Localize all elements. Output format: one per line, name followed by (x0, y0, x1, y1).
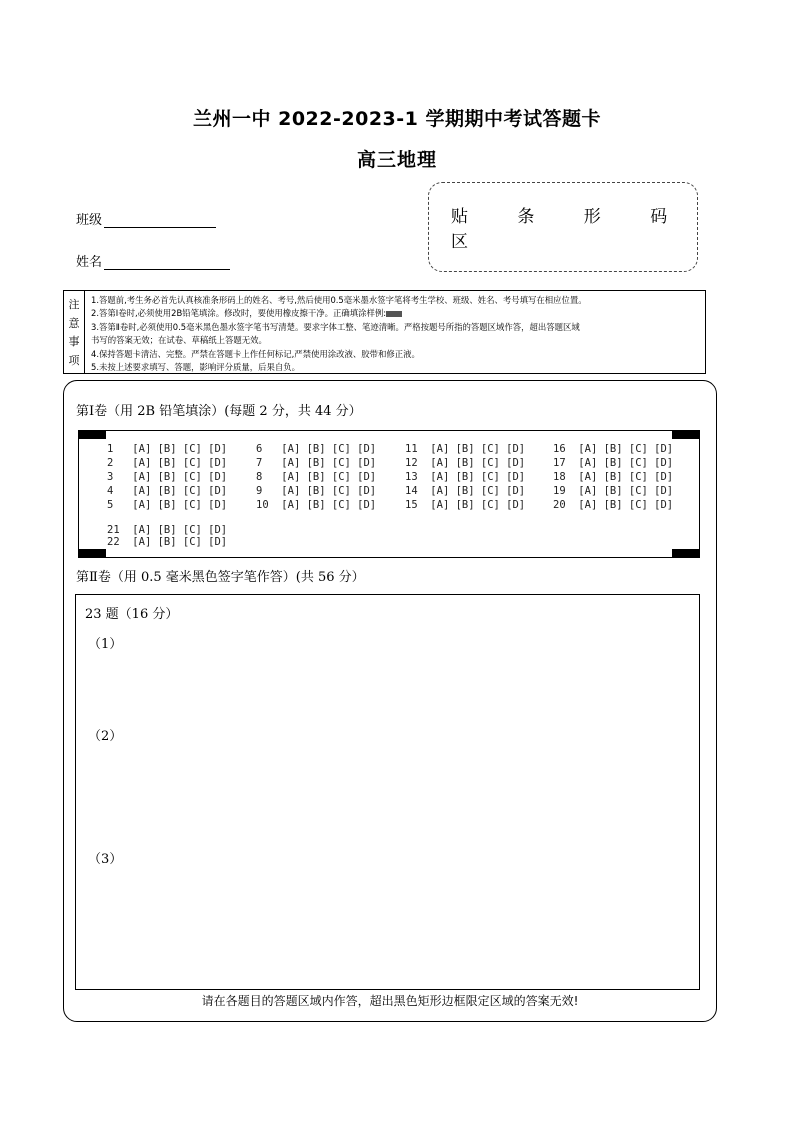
mc-question-number: 4 (107, 485, 133, 497)
name-field[interactable] (76, 251, 230, 270)
mc-options[interactable]: [A] [B] [C] [D] (132, 471, 228, 483)
mc-options[interactable]: [A] [B] [C] [D] (281, 457, 377, 469)
mc-question-number: 20 (553, 499, 579, 511)
mc-question-21[interactable] (107, 524, 227, 536)
mc-question-number: 16 (553, 443, 579, 455)
mc-question-11[interactable] (405, 443, 525, 455)
mc-options[interactable]: [A] [B] [C] [D] (281, 499, 377, 511)
mc-question-1[interactable] (107, 443, 227, 455)
mc-question-number: 19 (553, 485, 579, 497)
name-input-line[interactable] (104, 255, 230, 270)
mc-question-8[interactable] (256, 471, 376, 483)
question-23-part-3: （3） (88, 852, 123, 867)
mc-options[interactable]: [A] [B] [C] [D] (132, 457, 228, 469)
section2-label: 第Ⅱ卷（用 0.5 毫米黑色签字笔作答）(共 56 分） (76, 570, 365, 585)
notice-lines (85, 291, 705, 373)
mc-options[interactable]: [A] [B] [C] [D] (132, 485, 228, 497)
multiple-choice-grid (78, 430, 700, 558)
notice-line: 1.答题前,考生务必首先认真核准条形码上的姓名、考号,然后使用0.5毫米墨水签字笔将考生学校、班级、姓名、考号填写在相应位置。 (91, 295, 587, 305)
mc-question-15[interactable] (405, 499, 525, 511)
mc-question-number: 3 (107, 471, 133, 483)
mc-options[interactable]: [A] [B] [C] [D] (430, 485, 526, 497)
mc-question-7[interactable] (256, 457, 376, 469)
mc-question-17[interactable] (553, 457, 673, 469)
mc-options[interactable]: [A] [B] [C] [D] (132, 524, 228, 536)
notice-line: 3.答第Ⅱ卷时,必须使用0.5毫米黑色墨水签字笔书写清楚。要求字体工整、笔迹清晰。严格按题号所指的答题区域作答，超出答题区域 (91, 321, 580, 332)
notice-line: 书写的答案无效；在试卷、草稿纸上答题无效。 (91, 335, 267, 346)
mc-question-number: 21 (107, 524, 133, 536)
page-title: 兰州一中 2022-2023-1 学期期中考试答题卡 (193, 108, 601, 130)
mc-options[interactable]: [A] [B] [C] [D] (132, 499, 228, 511)
mc-question-number: 1 (107, 443, 133, 455)
class-field[interactable] (76, 209, 216, 228)
corner-mark (78, 430, 106, 439)
corner-mark (672, 549, 700, 558)
notice-heading: 注 意 事 项 (64, 291, 85, 373)
notice-line: 5.未按上述要求填写、答题，影响评分质量，后果自负。 (91, 362, 300, 373)
mc-options[interactable]: [A] [B] [C] [D] (430, 443, 526, 455)
mc-question-5[interactable] (107, 499, 227, 511)
mc-question-number: 2 (107, 457, 133, 469)
mc-question-number: 18 (553, 471, 579, 483)
mc-options[interactable]: [A] [B] [C] [D] (430, 471, 526, 483)
class-input-line[interactable] (104, 213, 216, 228)
mc-question-number: 13 (405, 471, 431, 483)
mc-options[interactable]: [A] [B] [C] [D] (578, 443, 674, 455)
mc-question-14[interactable] (405, 485, 525, 497)
mc-question-3[interactable] (107, 471, 227, 483)
mc-options[interactable]: [A] [B] [C] [D] (578, 471, 674, 483)
mc-question-16[interactable] (553, 443, 673, 455)
mc-question-19[interactable] (553, 485, 673, 497)
name-label: 姓名 (76, 255, 103, 270)
notice-line: 4.保持答题卡清洁、完整。严禁在答题卡上作任何标记,严禁使用涂改液、胶带和修正液。 (91, 348, 420, 359)
mc-options[interactable]: [A] [B] [C] [D] (578, 499, 674, 511)
question-23-box[interactable] (75, 594, 700, 990)
barcode-area: 贴 条 形 码 区 (428, 182, 698, 272)
mc-question-20[interactable] (553, 499, 673, 511)
mc-question-number: 22 (107, 536, 133, 548)
corner-mark (672, 430, 700, 439)
mc-question-number: 11 (405, 443, 431, 455)
mc-question-number: 7 (256, 457, 282, 469)
notice-line: 2.答第Ⅰ卷时,必须使用2B铅笔填涂。修改时，要使用橡皮擦干净。正确填涂样例: (91, 307, 699, 320)
mc-question-number: 14 (405, 485, 431, 497)
mc-question-number: 12 (405, 457, 431, 469)
mc-question-18[interactable] (553, 471, 673, 483)
page-subtitle: 高三地理 (356, 149, 437, 171)
question-23-title: 23 题（16 分） (85, 607, 179, 622)
mc-question-number: 8 (256, 471, 282, 483)
mc-question-number: 15 (405, 499, 431, 511)
fill-sample-icon (386, 311, 402, 317)
mc-question-10[interactable] (256, 499, 376, 511)
mc-options[interactable]: [A] [B] [C] [D] (132, 443, 228, 455)
mc-question-12[interactable] (405, 457, 525, 469)
mc-options[interactable]: [A] [B] [C] [D] (281, 443, 377, 455)
mc-question-number: 17 (553, 457, 579, 469)
question-23-part-1: （1） (88, 637, 123, 652)
mc-question-6[interactable] (256, 443, 376, 455)
class-label: 班级 (76, 213, 103, 228)
corner-mark (78, 549, 106, 558)
mc-question-4[interactable] (107, 485, 227, 497)
mc-question-9[interactable] (256, 485, 376, 497)
mc-question-number: 10 (256, 499, 282, 511)
mc-question-number: 9 (256, 485, 282, 497)
mc-options[interactable]: [A] [B] [C] [D] (281, 471, 377, 483)
mc-options[interactable]: [A] [B] [C] [D] (578, 485, 674, 497)
mc-question-13[interactable] (405, 471, 525, 483)
mc-question-2[interactable] (107, 457, 227, 469)
mc-options[interactable]: [A] [B] [C] [D] (132, 536, 228, 548)
mc-question-number: 5 (107, 499, 133, 511)
notice-box (63, 290, 706, 374)
mc-question-number: 6 (256, 443, 282, 455)
section1-label: 第Ⅰ卷（用 2B 铅笔填涂）(每题 2 分，共 44 分） (76, 404, 362, 419)
mc-options[interactable]: [A] [B] [C] [D] (578, 457, 674, 469)
mc-question-22[interactable] (107, 536, 227, 548)
footer-warning: 请在各题目的答题区域内作答，超出黑色矩形边框限定区域的答案无效! (201, 994, 579, 1008)
mc-options[interactable]: [A] [B] [C] [D] (281, 485, 377, 497)
question-23-part-2: （2） (88, 729, 123, 744)
mc-options[interactable]: [A] [B] [C] [D] (430, 499, 526, 511)
mc-options[interactable]: [A] [B] [C] [D] (430, 457, 526, 469)
